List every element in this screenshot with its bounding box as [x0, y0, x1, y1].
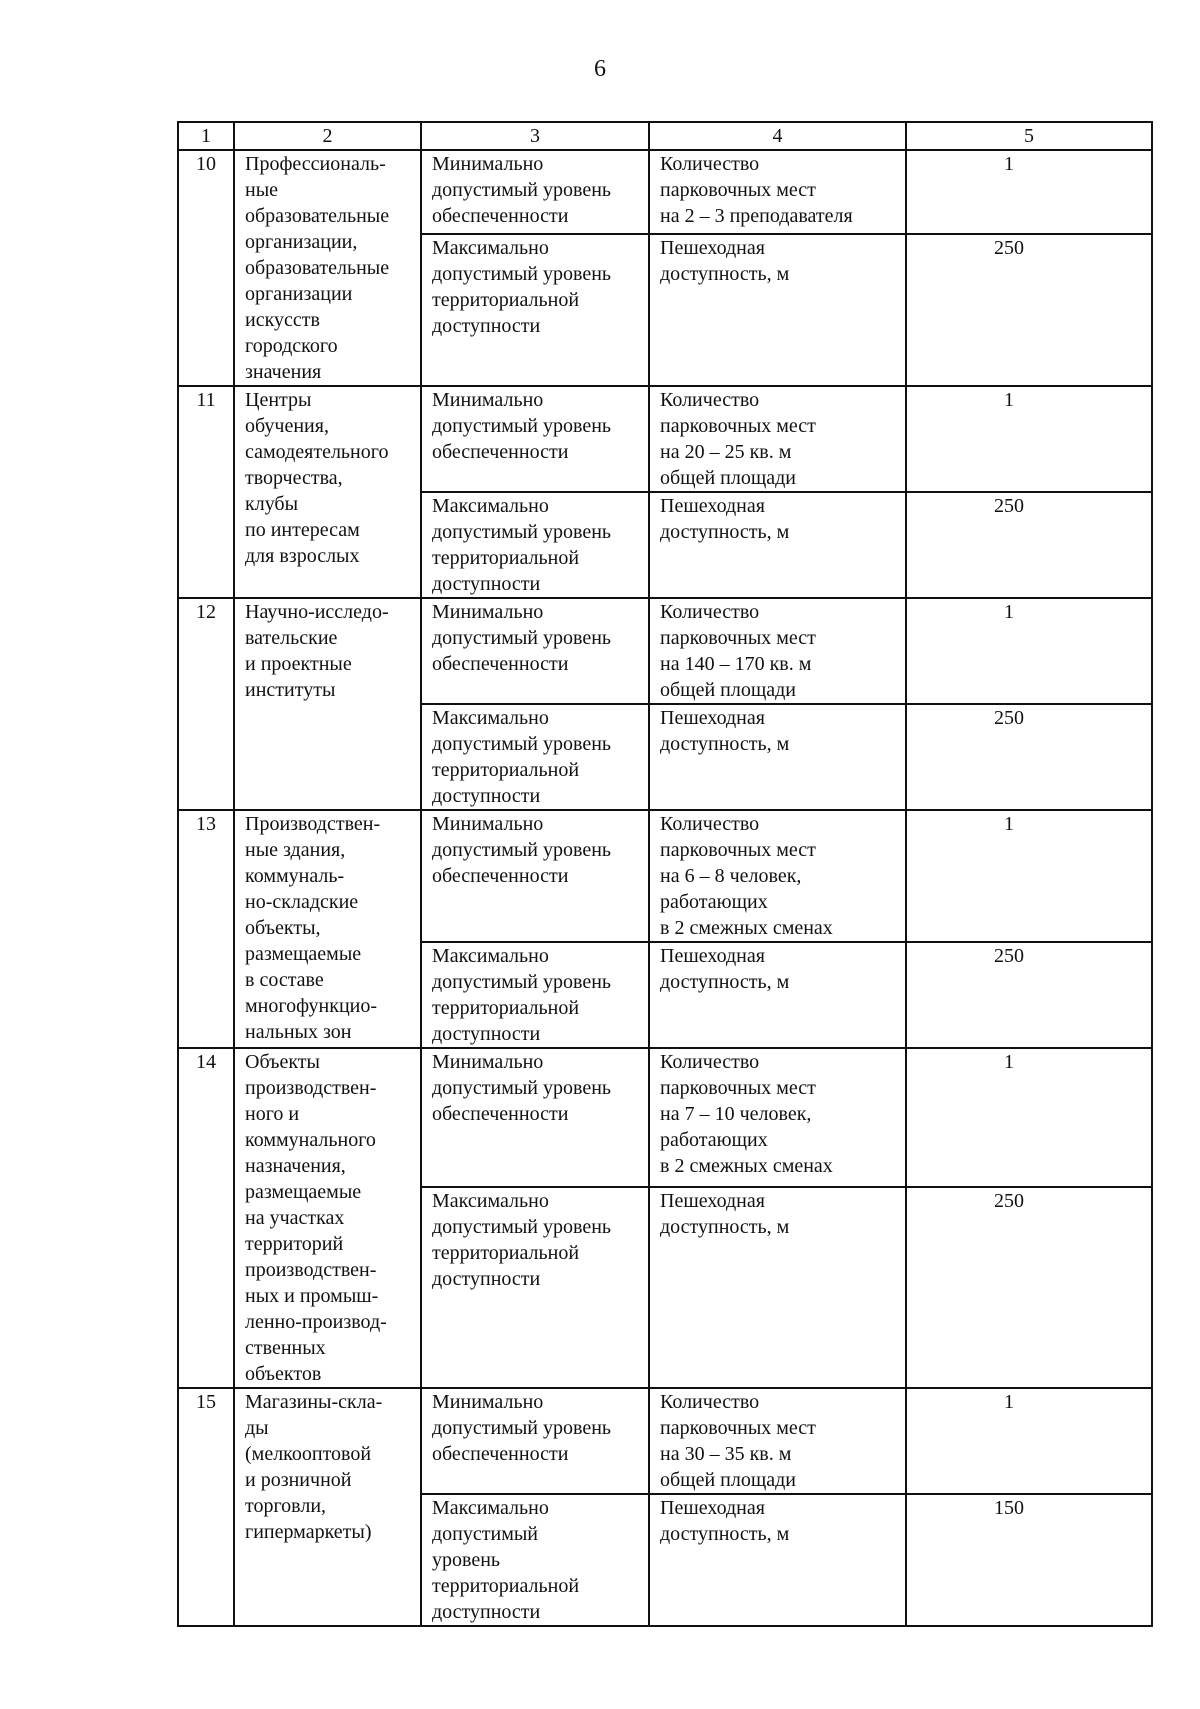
value-cell: 1	[906, 150, 1152, 234]
indicator-cell: Минимально допустимый уровень обеспеченности	[421, 150, 649, 234]
column-number: 1	[178, 122, 234, 150]
indicator-cell: Минимально допустимый уровень обеспеченности	[421, 1048, 649, 1187]
column-number: 3	[421, 122, 649, 150]
unit-cell: Пешеходная доступность, м	[649, 704, 906, 810]
table-body	[178, 122, 1152, 1626]
column-number: 2	[234, 122, 421, 150]
indicator-cell: Максимально допустимый уровень территориальной доступности	[421, 704, 649, 810]
row-number: 13	[178, 810, 234, 1048]
value-cell: 150	[906, 1494, 1152, 1626]
row-number: 14	[178, 1048, 234, 1388]
table-row	[178, 598, 1152, 704]
page-number: 6	[594, 56, 606, 82]
unit-cell: Пешеходная доступность, м	[649, 942, 906, 1048]
row-number: 15	[178, 1388, 234, 1626]
indicator-cell: Минимально допустимый уровень обеспеченности	[421, 598, 649, 704]
column-numbers-row	[178, 122, 1152, 150]
row-number: 11	[178, 386, 234, 598]
value-cell: 250	[906, 234, 1152, 386]
value-cell: 1	[906, 598, 1152, 704]
object-type-cell: Магазины-скла- ды (мелкооптовой и розничной торговли, гипермаркеты)	[234, 1388, 421, 1626]
indicator-cell: Максимально допустимый уровень территориальной доступности	[421, 234, 649, 386]
indicator-cell: Минимально допустимый уровень обеспеченности	[421, 386, 649, 492]
unit-cell: Количество парковочных мест на 140 – 170 кв. м общей площади	[649, 598, 906, 704]
row-number: 10	[178, 150, 234, 386]
object-type-cell: Центры обучения, самодеятельного творчества, клубы по интересам для взрослых	[234, 386, 421, 598]
unit-cell: Количество парковочных мест на 20 – 25 кв. м общей площади	[649, 386, 906, 492]
unit-cell: Количество парковочных мест на 7 – 10 человек, работающих в 2 смежных сменах	[649, 1048, 906, 1187]
unit-cell: Пешеходная доступность, м	[649, 1494, 906, 1626]
unit-cell: Количество парковочных мест на 6 – 8 человек, работающих в 2 смежных сменах	[649, 810, 906, 942]
parking-norms-table	[177, 121, 1153, 1627]
object-type-cell: Научно-исследо- вательские и проектные институты	[234, 598, 421, 810]
indicator-cell: Максимально допустимый уровень территориальной доступности	[421, 1187, 649, 1388]
table-row	[178, 1048, 1152, 1187]
unit-cell: Пешеходная доступность, м	[649, 234, 906, 386]
value-cell: 1	[906, 386, 1152, 492]
object-type-cell: Объекты производствен- ного и коммунального назначения, размещаемые на участках территорий производствен- ных и промыш- ленно-производ- ственных объектов	[234, 1048, 421, 1388]
table-row	[178, 386, 1152, 492]
indicator-cell: Минимально допустимый уровень обеспеченности	[421, 810, 649, 942]
value-cell: 250	[906, 942, 1152, 1048]
row-number: 12	[178, 598, 234, 810]
value-cell: 250	[906, 704, 1152, 810]
value-cell: 1	[906, 1388, 1152, 1494]
value-cell: 250	[906, 1187, 1152, 1388]
unit-cell: Количество парковочных мест на 30 – 35 кв. м общей площади	[649, 1388, 906, 1494]
indicator-cell: Максимально допустимый уровень территориальной доступности	[421, 492, 649, 598]
value-cell: 1	[906, 1048, 1152, 1187]
value-cell: 1	[906, 810, 1152, 942]
object-type-cell: Производствен- ные здания, коммуналь- но-складские объекты, размещаемые в составе многофункцио- нальных зон	[234, 810, 421, 1048]
indicator-cell: Максимально допустимый уровень территориальной доступности	[421, 942, 649, 1048]
unit-cell: Пешеходная доступность, м	[649, 492, 906, 598]
indicator-cell: Максимально допустимый уровень территориальной доступности	[421, 1494, 649, 1626]
object-type-cell: Профессиональ- ные образовательные организации, образовательные организации искусств городского значения	[234, 150, 421, 386]
table-row	[178, 1388, 1152, 1494]
column-number: 4	[649, 122, 906, 150]
table-row	[178, 150, 1152, 234]
unit-cell: Пешеходная доступность, м	[649, 1187, 906, 1388]
unit-cell: Количество парковочных мест на 2 – 3 преподавателя	[649, 150, 906, 234]
indicator-cell: Минимально допустимый уровень обеспеченности	[421, 1388, 649, 1494]
table-row	[178, 810, 1152, 942]
value-cell: 250	[906, 492, 1152, 598]
column-number: 5	[906, 122, 1152, 150]
